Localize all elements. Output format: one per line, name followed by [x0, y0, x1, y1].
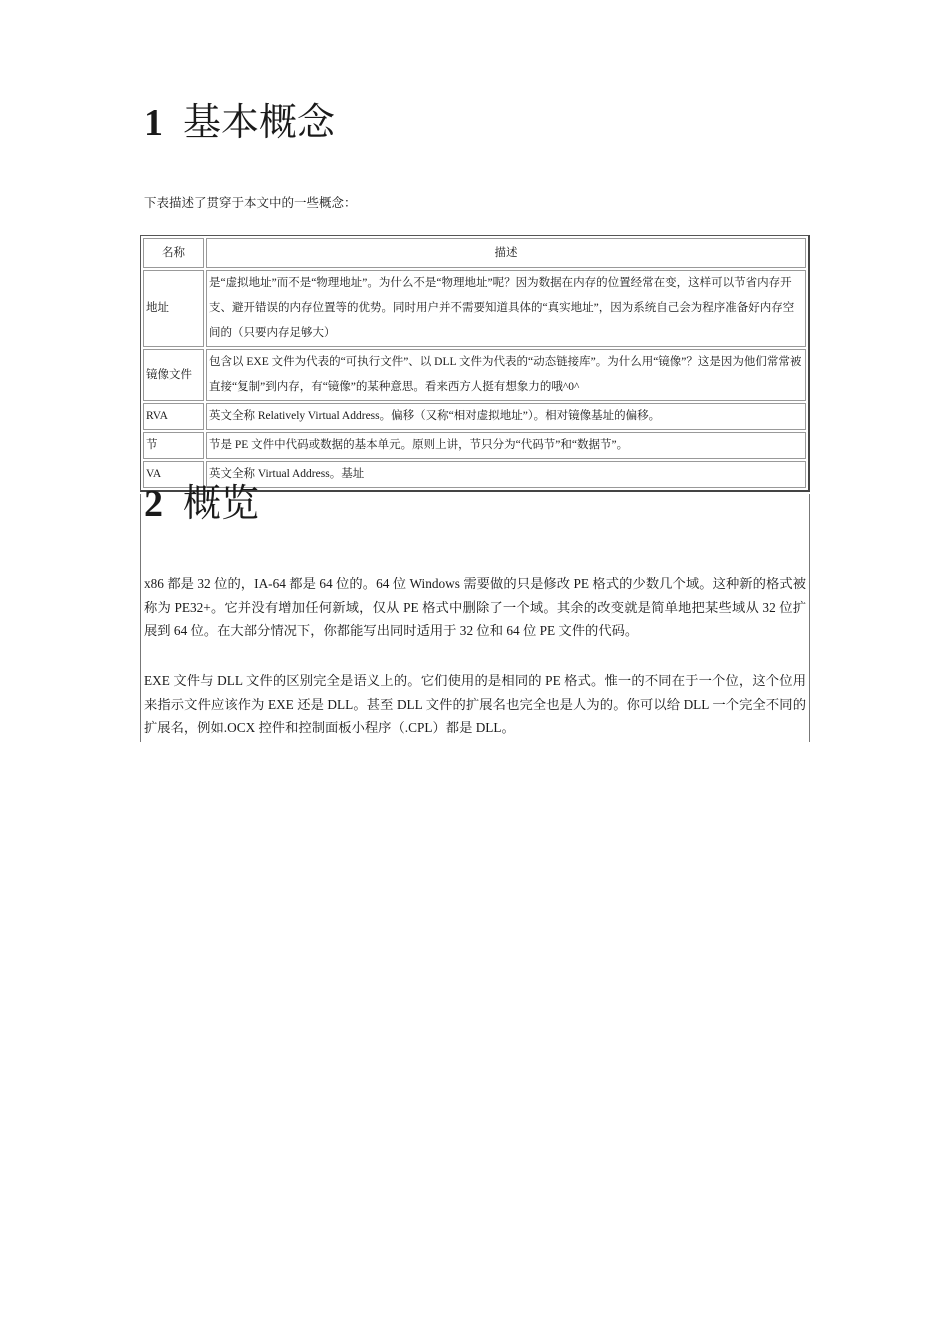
term-name: 地址: [143, 270, 204, 347]
term-name: VA: [143, 461, 204, 488]
frame-right-border: [809, 494, 810, 742]
term-name: RVA: [143, 403, 204, 430]
table-row: [143, 432, 806, 459]
table-row: [143, 349, 806, 401]
term-description: 英文全称 Relatively Virtual Address。偏移（又称“相对虚拟地址”）。相对镜像基址的偏移。: [206, 403, 806, 430]
term-description: 节是 PE 文件中代码或数据的基本单元。原则上讲，节只分为“代码节”和“数据节”。: [206, 432, 806, 459]
term-name: 节: [143, 432, 204, 459]
concepts-table: [140, 235, 810, 492]
column-header-name: 名称: [143, 238, 204, 268]
section-2-title: 概览: [183, 483, 260, 525]
section-2-number: 2: [144, 483, 163, 525]
table-header-row: [143, 238, 806, 268]
section-1-heading: [144, 100, 335, 146]
table-row: [143, 403, 806, 430]
term-description: 包含以 EXE 文件为代表的“可执行文件”、以 DLL 文件为代表的“动态链接库”。为什么用“镜像”？这是因为他们常常被直接“复制”到内存，有“镜像”的某种意思。看来西方人挺有想象力的哦^0^: [206, 349, 806, 401]
overview-paragraph-2: EXE 文件与 DLL 文件的区别完全是语义上的。它们使用的是相同的 PE 格式。惟一的不同在于一个位，这个位用来指示文件应该作为 EXE 还是 DLL。甚至 DLL 文件的扩展名也完全也是人为的。你可以给 DLL 一个完全不同的扩展名，例如.OCX 控件和控制面板小程序（.CPL）都是 DLL。: [144, 673, 806, 735]
section-2-heading: [144, 481, 259, 527]
overview-paragraph-1: x86 都是 32 位的，IA-64 都是 64 位的。64 位 Windows 需要做的只是修改 PE 格式的少数几个域。这种新的格式被称为 PE32+。它并没有增加任何新域，仅从 PE 格式中删除了一个域。其余的改变就是简单地把某些域从 32 位扩展到 64 位。在大部分情况下，你都能写出同时适用于 32 位和 64 位 PE 文件的代码。: [144, 576, 806, 638]
section-1-title: 基本概念: [183, 102, 336, 144]
term-description: 是“虚拟地址”而不是“物理地址”。为什么不是“物理地址”呢？因为数据在内存的位置经常在变，这样可以节省内存开支、避开错误的内存位置等的优势。同时用户并不需要知道具体的“真实地址”，因为系统自己会为程序准备好内存空间的（只要内存足够大）: [206, 270, 806, 347]
table-row: [143, 270, 806, 347]
term-description: 英文全称 Virtual Address。基址: [206, 461, 806, 488]
column-header-description: 描述: [206, 238, 806, 268]
section-1-number: 1: [144, 102, 163, 144]
frame-left-border: [140, 494, 141, 742]
section-1-intro: 下表描述了贯穿于本文中的一些概念：: [144, 196, 357, 210]
term-name: 镜像文件: [143, 349, 204, 401]
